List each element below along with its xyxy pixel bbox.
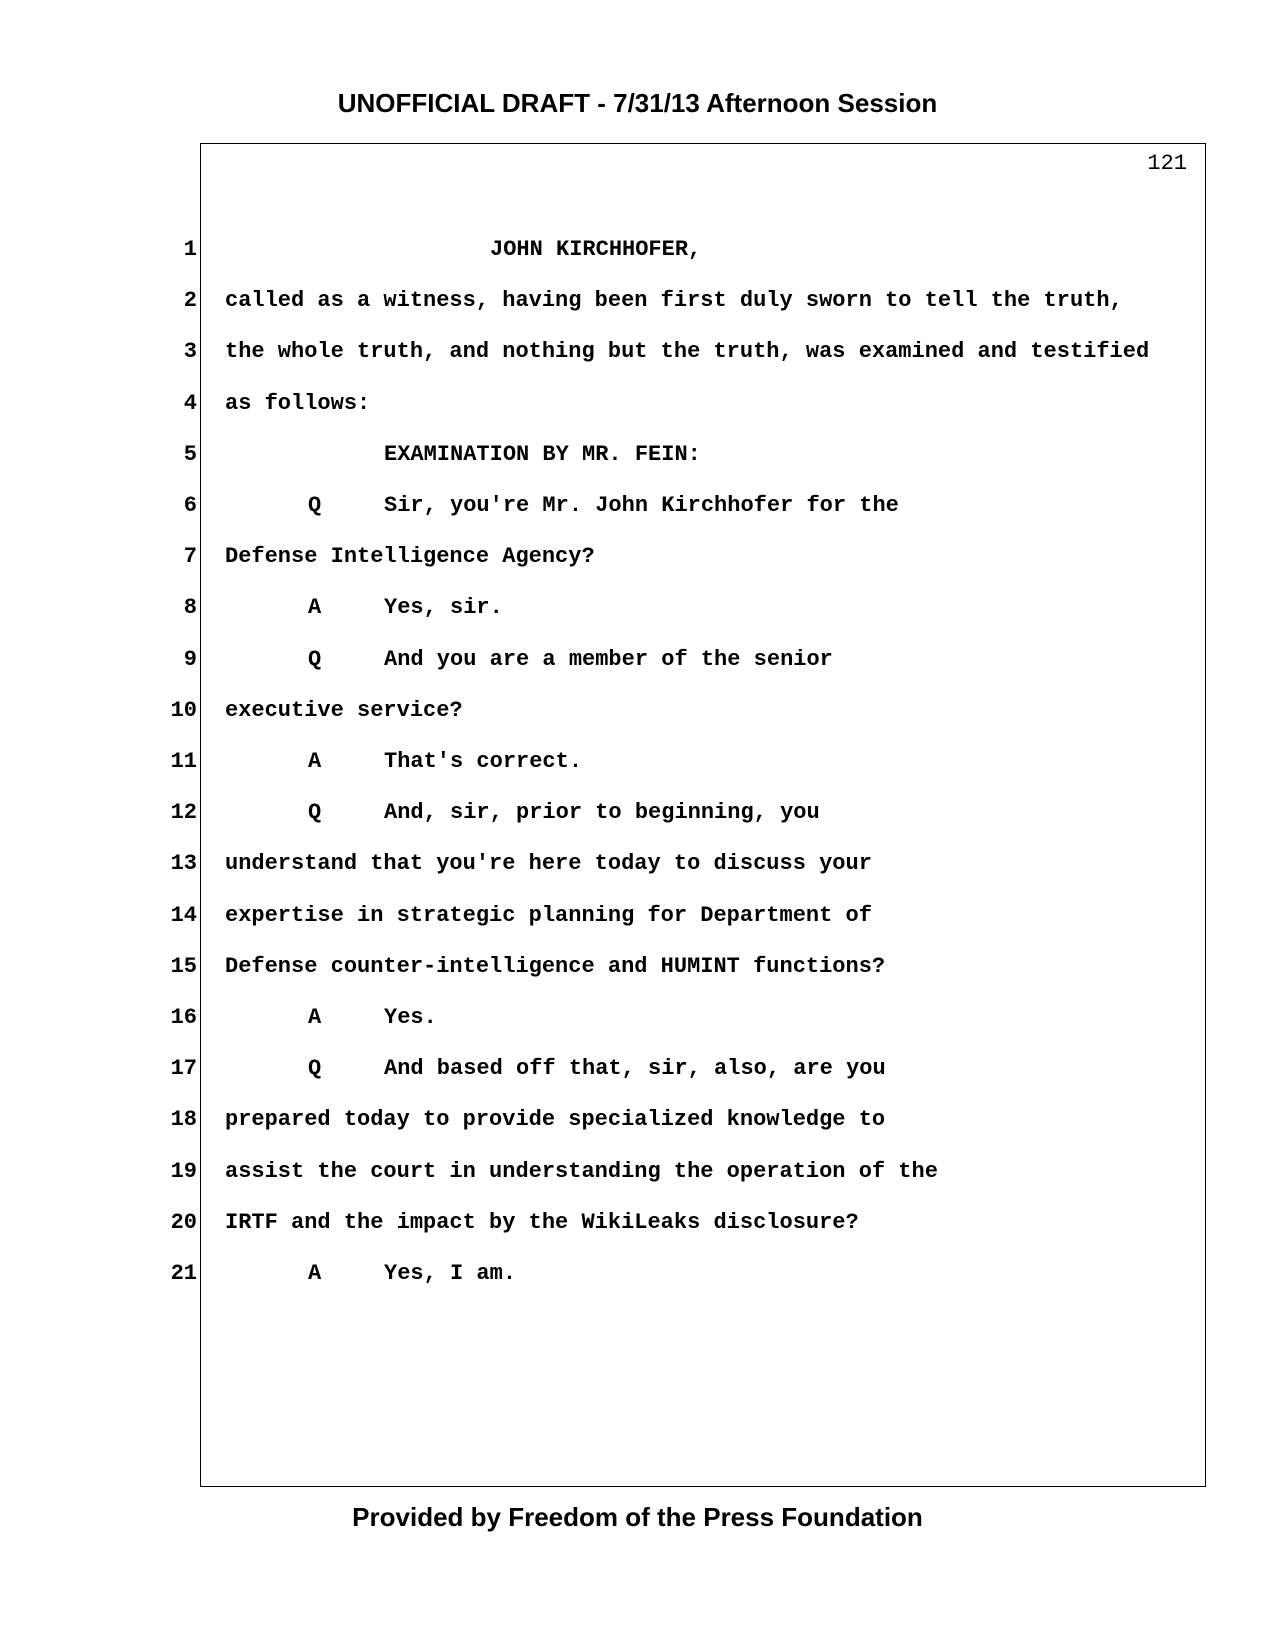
line-number: 7 xyxy=(183,544,197,570)
line-text: That's correct. xyxy=(384,749,583,774)
transcript-line xyxy=(0,953,1275,1005)
line-number: 10 xyxy=(170,697,197,723)
qa-marker: A xyxy=(308,1261,322,1286)
line-text: And based off that, sir, also, are you xyxy=(384,1056,886,1082)
line-text: the whole truth, and nothing but the truth, was examined and testified xyxy=(225,339,1150,365)
transcript-line xyxy=(0,492,1275,544)
transcript-line xyxy=(0,902,1275,954)
line-number: 12 xyxy=(170,800,197,826)
transcript-line xyxy=(0,799,1275,851)
line-number: 5 xyxy=(183,441,197,467)
transcript-line xyxy=(0,1004,1275,1056)
line-text: EXAMINATION BY MR. FEIN: xyxy=(384,441,701,467)
line-number: 17 xyxy=(170,1056,197,1082)
transcript-line xyxy=(0,1106,1275,1158)
transcript-line xyxy=(0,236,1275,288)
qa-marker: Q xyxy=(308,800,322,826)
line-text: Yes, sir. xyxy=(384,595,503,621)
line-text: called as a witness, having been first duly sworn to tell the truth, xyxy=(225,288,1123,314)
line-text: JOHN KIRCHHOFER, xyxy=(490,237,702,262)
line-number: 16 xyxy=(170,1005,197,1030)
line-number: 8 xyxy=(183,595,197,621)
line-text: as follows: xyxy=(225,390,371,416)
line-text: Defense counter-intelligence and HUMINT functions? xyxy=(225,953,886,979)
transcript-line xyxy=(0,1209,1275,1261)
transcript-line xyxy=(0,594,1275,646)
line-text: assist the court in understanding the operation of the xyxy=(225,1158,938,1184)
line-number: 3 xyxy=(183,339,197,365)
line-text: Yes, I am. xyxy=(384,1261,517,1286)
line-number: 21 xyxy=(170,1261,197,1286)
transcript-line xyxy=(0,338,1275,390)
line-text: Defense Intelligence Agency? xyxy=(225,544,595,570)
line-number: 20 xyxy=(170,1209,197,1235)
transcript-line xyxy=(0,543,1275,595)
transcript-line xyxy=(0,646,1275,698)
line-number: 6 xyxy=(183,493,197,518)
line-number: 15 xyxy=(170,953,197,979)
line-text: And, sir, prior to beginning, you xyxy=(384,800,820,826)
transcript-line xyxy=(0,697,1275,749)
line-text: Yes. xyxy=(384,1005,437,1030)
line-text: And you are a member of the senior xyxy=(384,646,833,672)
transcript-line xyxy=(0,1158,1275,1210)
line-text: executive service? xyxy=(225,697,463,723)
line-text: prepared today to provide specialized knowledge to xyxy=(225,1107,886,1133)
line-number: 19 xyxy=(170,1158,197,1184)
line-number: 14 xyxy=(170,902,197,928)
qa-marker: A xyxy=(308,749,322,774)
line-number: 18 xyxy=(170,1107,197,1133)
transcript-line xyxy=(0,748,1275,800)
transcript-line xyxy=(0,1055,1275,1107)
line-number: 1 xyxy=(183,237,197,262)
qa-marker: A xyxy=(308,595,322,621)
transcript-line xyxy=(0,390,1275,442)
line-number: 4 xyxy=(183,390,197,416)
line-number: 11 xyxy=(170,749,197,774)
line-number: 13 xyxy=(170,851,197,877)
transcript-line xyxy=(0,441,1275,493)
page-number: 121 xyxy=(1147,151,1187,176)
line-text: understand that you're here today to discuss your xyxy=(225,851,872,877)
page-header-title: UNOFFICIAL DRAFT - 7/31/13 Afternoon Session xyxy=(337,88,938,118)
transcript-line xyxy=(0,1260,1275,1312)
line-number: 2 xyxy=(183,288,197,314)
footer-credit: Provided by Freedom of the Press Foundation xyxy=(352,1502,923,1532)
line-number: 9 xyxy=(183,646,197,672)
transcript-line xyxy=(0,850,1275,902)
qa-marker: Q xyxy=(308,493,322,518)
line-text: expertise in strategic planning for Department of xyxy=(225,902,872,928)
transcript-line xyxy=(0,287,1275,339)
line-text: Sir, you're Mr. John Kirchhofer for the xyxy=(384,493,899,518)
qa-marker: Q xyxy=(308,646,322,672)
qa-marker: A xyxy=(308,1005,322,1030)
line-text: IRTF and the impact by the WikiLeaks disclosure? xyxy=(225,1209,859,1235)
qa-marker: Q xyxy=(308,1056,322,1082)
